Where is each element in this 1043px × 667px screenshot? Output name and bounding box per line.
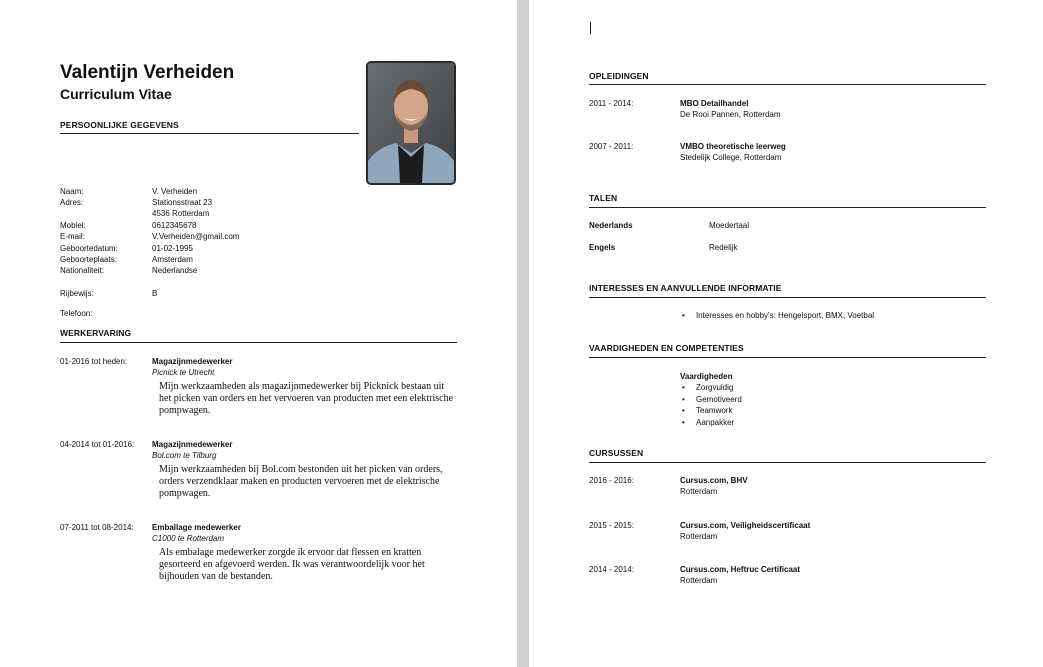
personal-value-mobiel: 0612345678 <box>152 221 197 230</box>
section-rule-skills <box>589 357 986 358</box>
personal-label-mobiel: Mobiel: <box>60 221 86 230</box>
education-period: 2011 - 2014: <box>589 99 634 108</box>
personal-label-geboorteplaats: Geboorteplaats: <box>60 255 117 264</box>
section-heading-education: OPLEIDINGEN <box>589 71 649 81</box>
personal-label-naam: Naam: <box>60 187 84 196</box>
work-company: C1000 te Rotterdam <box>152 534 225 543</box>
work-period: 07-2011 tot 08-2014: <box>60 523 134 532</box>
work-period: 04-2014 tot 01-2016: <box>60 440 135 449</box>
education-school: Stedelijk College, Rotterdam <box>680 153 782 162</box>
personal-label-adres: Adres: <box>60 198 84 207</box>
section-heading-languages: TALEN <box>589 193 618 203</box>
section-heading-personal: PERSOONLIJKE GEGEVENS <box>60 120 179 130</box>
work-description: Als embalage medewerker zorgde ik ervoor dat flessen en kratten gesorteerd en afgevoerd werden. Ik was verantwoordelijk voor het bijhouden van de bestanden. <box>159 547 425 582</box>
personal-value-naam: V. Verheiden <box>152 187 198 196</box>
work-company: Picnick te Utrecht <box>152 368 215 377</box>
language-name: Nederlands <box>589 221 633 230</box>
course-period: 2016 - 2016: <box>589 476 634 485</box>
profile-photo <box>366 61 456 185</box>
course-title: Cursus.com, Veiligheidscertificaat <box>680 521 811 530</box>
section-heading-skills: VAARDIGHEDEN EN COMPETENTIES <box>589 343 744 353</box>
section-heading-work: WERKERVARING <box>60 328 132 338</box>
course-location: Rotterdam <box>680 576 718 585</box>
course-period: 2015 - 2015: <box>589 521 634 530</box>
education-school: De Rooi Pannen, Rotterdam <box>680 110 781 119</box>
personal-label-nationaliteit: Nationaliteit: <box>60 266 105 275</box>
skill-item: • Zorgvuldig <box>696 382 733 393</box>
personal-value-adres: Stationsstraat 23 <box>152 198 213 207</box>
skill-item: • Aanpakker <box>696 417 734 428</box>
personal-label-telefoon: Telefoon: <box>60 309 93 318</box>
section-rule-personal <box>60 133 359 134</box>
skill-item: • Teamwork <box>696 405 732 416</box>
course-location: Rotterdam <box>680 532 718 541</box>
personal-label-geboortedatum: Geboortedatum: <box>60 244 118 253</box>
course-title: Cursus.com, Heftruc Certificaat <box>680 565 801 574</box>
personal-value-geboorteplaats: Amsterdam <box>152 255 193 264</box>
course-period: 2014 - 2014: <box>589 565 634 574</box>
page-gap <box>517 0 529 667</box>
language-name: Engels <box>589 243 616 252</box>
section-rule-courses <box>589 462 986 463</box>
cv-name: Valentijn Verheiden <box>60 62 235 83</box>
education-title: MBO Detailhandel <box>680 99 749 108</box>
work-title: Emballage medewerker <box>152 523 241 532</box>
personal-label-rijbewijs: Rijbewijs: <box>60 289 94 298</box>
personal-value-nationaliteit: Nederlandse <box>152 266 198 275</box>
education-title: VMBO theoretische leerweg <box>680 142 786 151</box>
work-description: Mijn werkzaamheden als magazijnmedewerker bij Picknick bestaan uit het picken van orders en het vervoeren van producten met een elektrische pompwagen. <box>159 381 454 416</box>
text-cursor <box>590 22 591 34</box>
personal-label-email: E-mail: <box>60 232 85 241</box>
language-level: Moedertaal <box>709 221 750 230</box>
document-page-1 <box>0 0 517 667</box>
personal-value-rijbewijs: B <box>152 289 158 298</box>
section-rule-interests <box>589 297 986 298</box>
education-period: 2007 - 2011: <box>589 142 634 151</box>
section-heading-interests: INTERESSES EN AANVULLENDE INFORMATIE <box>589 283 782 293</box>
work-period: 01-2016 tot heden: <box>60 357 128 366</box>
work-description: Mijn werkzaamheden bij Bol.com bestonden uit het picken van orders, orders verzendklaar maken en producten vervoeren met de elektrische pompwagen. <box>159 464 443 499</box>
section-rule-languages <box>589 207 986 208</box>
section-heading-courses: CURSUSSEN <box>589 448 644 458</box>
section-rule-education <box>589 84 986 85</box>
profile-photo-image <box>368 63 454 183</box>
interests-item: • Interesses en hobby's: Hengelsport, BMX, Voetbal <box>696 310 874 321</box>
cv-subtitle: Curriculum Vitae <box>60 86 172 102</box>
personal-value-email: V.Verheiden@gmail.com <box>152 232 240 241</box>
work-title: Magazijnmedewerker <box>152 357 233 366</box>
work-company: Bol.com te Tilburg <box>152 451 217 460</box>
language-level: Redelijk <box>709 243 738 252</box>
section-rule-work <box>60 342 457 343</box>
skill-item: • Gemotiveerd <box>696 394 742 405</box>
course-location: Rotterdam <box>680 487 718 496</box>
work-title: Magazijnmedewerker <box>152 440 233 449</box>
personal-value-geboortedatum: 01-02-1995 <box>152 244 193 253</box>
personal-value-postcode: 4536 Rotterdam <box>152 209 210 218</box>
skills-subheading: Vaardigheden <box>680 372 733 381</box>
course-title: Cursus.com, BHV <box>680 476 748 485</box>
